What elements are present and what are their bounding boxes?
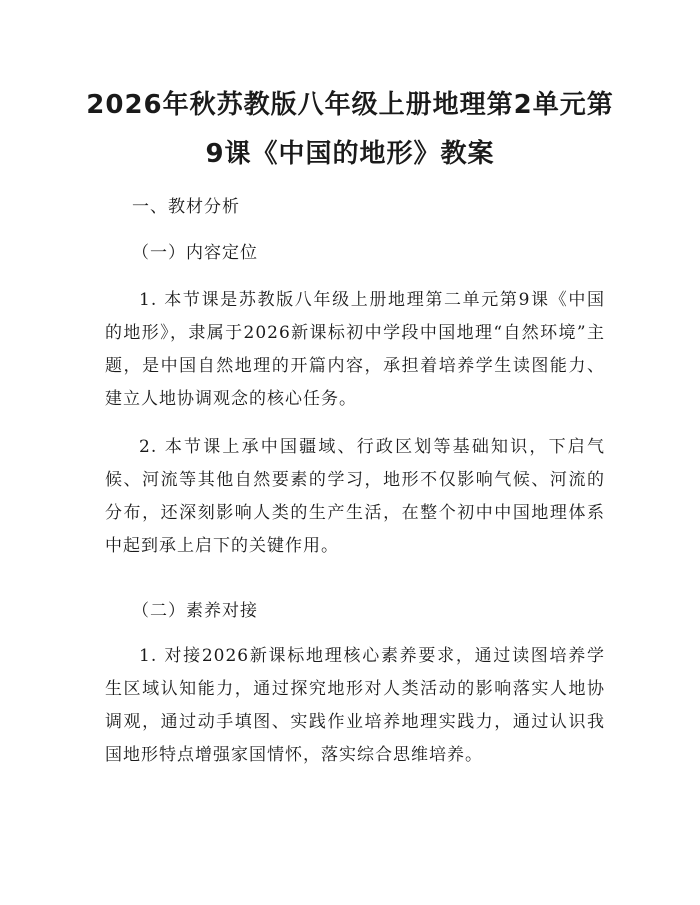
paragraph-literacy-alignment-1: 1. 对接2026新课标地理核心素养要求，通过读图培养学生区域认知能力，通过探究地形对人类活动的影响落实人地协调观，通过动手填图、实践作业培养地理实践力，通过认识我国地形特点增强家国情怀，落实综合思维培养。	[105, 646, 605, 765]
paragraph-content-positioning-1: 1. 本节课是苏教版八年级上册地理第二单元第9课《中国的地形》，隶属于2026新课标初中学段中国地理“自然环境”主题，是中国自然地理的开篇内容，承担着培养学生读图能力、建立人地协调观念的核心任务。	[105, 290, 605, 409]
subsection-heading-content-positioning: （一）内容定位	[132, 243, 258, 263]
subsection-heading-literacy-alignment: （二）素养对接	[132, 601, 258, 621]
document-title-line-1: 2026年秋苏教版八年级上册地理第2单元第	[86, 90, 614, 120]
paragraph-content-positioning-2: 2. 本节课上承中国疆域、行政区划等基础知识，下启气候、河流等其他自然要素的学习，地形不仅影响气候、河流的分布，还深刻影响人类的生产生活，在整个初中中国地理体系中起到承上启下的关键作用。	[105, 437, 605, 556]
document-title-line-2: 9课《中国的地形》教案	[205, 139, 495, 169]
section-heading-textbook-analysis: 一、教材分析	[132, 197, 240, 217]
